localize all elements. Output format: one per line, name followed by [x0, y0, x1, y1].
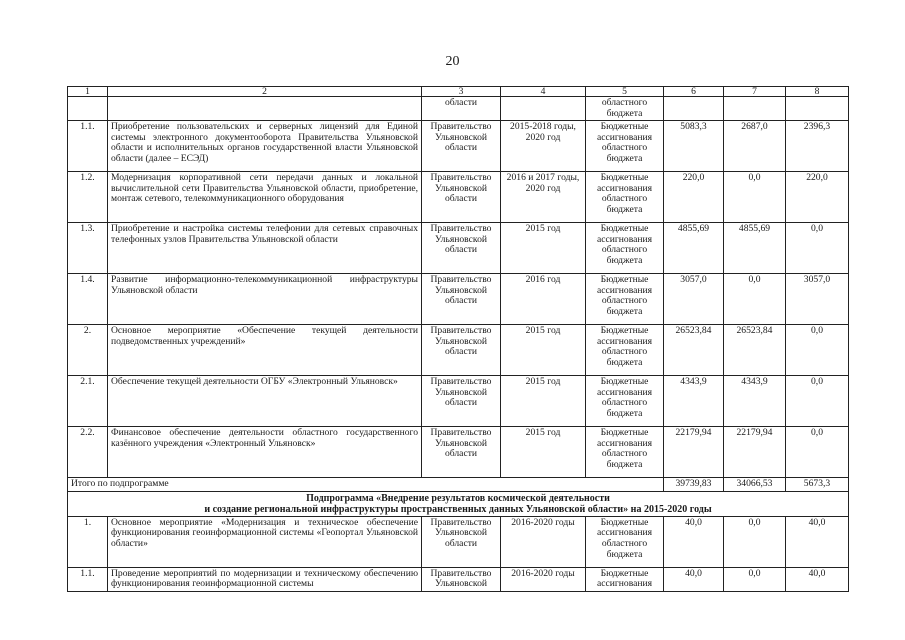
table-row: [68, 427, 849, 478]
total-label: Итого по подпрограмме: [68, 478, 664, 492]
value-cell: 0,0: [786, 427, 849, 478]
total-cell: 39739,83: [664, 478, 724, 492]
table-row: [68, 223, 849, 274]
subprogram-title-row: [68, 491, 849, 516]
total-row: [68, 478, 849, 492]
source-cell: Бюджетные ассигнования областного бюджета: [586, 223, 664, 274]
executor-cell: Правительство Ульяновской области: [422, 376, 501, 427]
subprogram-title-line: и создание региональной инфраструктуры пространственных данных Ульяновской области» на 2015-2020 годы: [204, 503, 712, 515]
column-number-header: [68, 87, 849, 97]
executor-cell: Правительство Ульяновской области: [422, 223, 501, 274]
value-cell: 0,0: [724, 516, 786, 567]
row-name-cell: Основное мероприятие «Обеспечение текущей деятельности подведомственных учреждений»: [108, 325, 422, 376]
row-name-cell: Обеспечение текущей деятельности ОГБУ «Электронный Ульяновск»: [108, 376, 422, 427]
value-cell: 0,0: [724, 567, 786, 591]
source-cell: Бюджетные ассигнования областного бюджета: [586, 427, 664, 478]
value-cell: 0,0: [724, 274, 786, 325]
table-row: [68, 567, 849, 591]
value-cell: 34066,53: [724, 478, 786, 492]
row-name-cell: Развитие информационно-телекоммуникационной инфраструктуры Ульяновской области: [108, 274, 422, 325]
table-row: [68, 325, 849, 376]
col-number: 8: [786, 87, 849, 97]
source-cell: Бюджетные ассигнования областного бюджета: [586, 274, 664, 325]
total-cell: 4855,69: [664, 223, 724, 274]
source-cell: Бюджетные ассигнования областного бюджета: [586, 325, 664, 376]
col-number: 3: [422, 87, 501, 97]
total-cell: 22179,94: [664, 427, 724, 478]
period-cell: 2016-2020 годы: [501, 516, 586, 567]
row-number-cell: 1.3.: [68, 223, 108, 274]
table-row: [68, 376, 849, 427]
value-cell: 5673,3: [786, 478, 849, 492]
continued-row: [68, 97, 849, 121]
value-cell: 26523,84: [724, 325, 786, 376]
row-number-cell: 2.2.: [68, 427, 108, 478]
executor-cell: Правительство Ульяновской области: [422, 427, 501, 478]
table-row: [68, 274, 849, 325]
value-cell: 0,0: [786, 223, 849, 274]
subprogram-title: [68, 491, 849, 516]
period-cell: 2015 год: [501, 376, 586, 427]
source-cell: Бюджетные ассигнования областного бюджета: [586, 376, 664, 427]
period-cell: 2016 и 2017 годы, 2020 год: [501, 172, 586, 223]
period-cell: [501, 97, 586, 121]
row-name-cell: [108, 97, 422, 121]
period-cell: 2016-2020 годы: [501, 567, 586, 591]
row-name-cell: Модернизация корпоративной сети передачи данных и локальной вычислительной сети Правительства Ульяновской области, приобретение, монтаж сетевого, телекоммуникационного оборудования: [108, 172, 422, 223]
col-number: 1: [68, 87, 108, 97]
table-row: [68, 121, 849, 172]
source-cell: Бюджетные ассигнования областного бюджета: [586, 516, 664, 567]
value-cell: [724, 97, 786, 121]
executor-cell: Правительство Ульяновской области: [422, 325, 501, 376]
value-cell: 3057,0: [786, 274, 849, 325]
source-cell: Бюджетные ассигнования: [586, 567, 664, 591]
subprogram-title-line: Подпрограмма «Внедрение результатов космической деятельности: [306, 492, 610, 504]
total-cell: 40,0: [664, 567, 724, 591]
total-cell: 40,0: [664, 516, 724, 567]
row-name-cell: Приобретение и настройка системы телефонии для сетевых справочных телефонных узлов Правительства Ульяновской области: [108, 223, 422, 274]
col-number: 5: [586, 87, 664, 97]
period-cell: 2015 год: [501, 325, 586, 376]
period-cell: 2015 год: [501, 223, 586, 274]
total-cell: 220,0: [664, 172, 724, 223]
total-cell: 5083,3: [664, 121, 724, 172]
value-cell: 4343,9: [724, 376, 786, 427]
value-cell: [786, 97, 849, 121]
source-cell: Бюджетные ассигнования областного бюджета: [586, 121, 664, 172]
total-cell: 4343,9: [664, 376, 724, 427]
total-cell: [664, 97, 724, 121]
value-cell: 2396,3: [786, 121, 849, 172]
row-name-cell: Приобретение пользовательских и серверных лицензий для Единой системы электронного документооборота Правительства Ульяновской области и исполнительных органов государственной власти Ульяновской области (далее – ЕСЭД): [108, 121, 422, 172]
row-number-cell: [68, 97, 108, 121]
period-cell: 2015 год: [501, 427, 586, 478]
row-number-cell: 2.1.: [68, 376, 108, 427]
executor-cell: Правительство Ульяновской области: [422, 121, 501, 172]
col-number: 2: [108, 87, 422, 97]
period-cell: 2016 год: [501, 274, 586, 325]
row-name-cell: Финансовое обеспечение деятельности областного государственного казённого учреждения «Электронный Ульяновск»: [108, 427, 422, 478]
program-table: [67, 86, 849, 592]
executor-cell: Правительство Ульяновской области: [422, 172, 501, 223]
value-cell: 22179,94: [724, 427, 786, 478]
executor-cell: Правительство Ульяновской: [422, 567, 501, 591]
total-cell: 3057,0: [664, 274, 724, 325]
col-number: 4: [501, 87, 586, 97]
value-cell: 2687,0: [724, 121, 786, 172]
executor-cell: Правительство Ульяновской области: [422, 274, 501, 325]
executor-cell: Правительство Ульяновской области: [422, 516, 501, 567]
row-number-cell: 1.1.: [68, 121, 108, 172]
col-number: 6: [664, 87, 724, 97]
row-name-cell: Основное мероприятие «Модернизация и техническое обеспечение функционирования геоинформационной системы «Геопортал Ульяновской области»: [108, 516, 422, 567]
value-cell: 0,0: [786, 325, 849, 376]
table-row: [68, 516, 849, 567]
col-number: 7: [724, 87, 786, 97]
value-cell: 0,0: [724, 172, 786, 223]
source-cell: Бюджетные ассигнования областного бюджета: [586, 172, 664, 223]
table-row: [68, 172, 849, 223]
page-number: 20: [445, 54, 460, 69]
executor-cell: области: [422, 97, 501, 121]
value-cell: 40,0: [786, 516, 849, 567]
row-number-cell: 1.1.: [68, 567, 108, 591]
value-cell: 4855,69: [724, 223, 786, 274]
source-cell: областного бюджета: [586, 97, 664, 121]
row-number-cell: 2.: [68, 325, 108, 376]
period-cell: 2015-2018 годы, 2020 год: [501, 121, 586, 172]
row-number-cell: 1.4.: [68, 274, 108, 325]
row-number-cell: 1.: [68, 516, 108, 567]
total-cell: 26523,84: [664, 325, 724, 376]
value-cell: 40,0: [786, 567, 849, 591]
value-cell: 220,0: [786, 172, 849, 223]
row-number-cell: 1.2.: [68, 172, 108, 223]
value-cell: 0,0: [786, 376, 849, 427]
row-name-cell: Проведение мероприятий по модернизации и техническому обеспечению функционирования геоинформационной системы: [108, 567, 422, 591]
